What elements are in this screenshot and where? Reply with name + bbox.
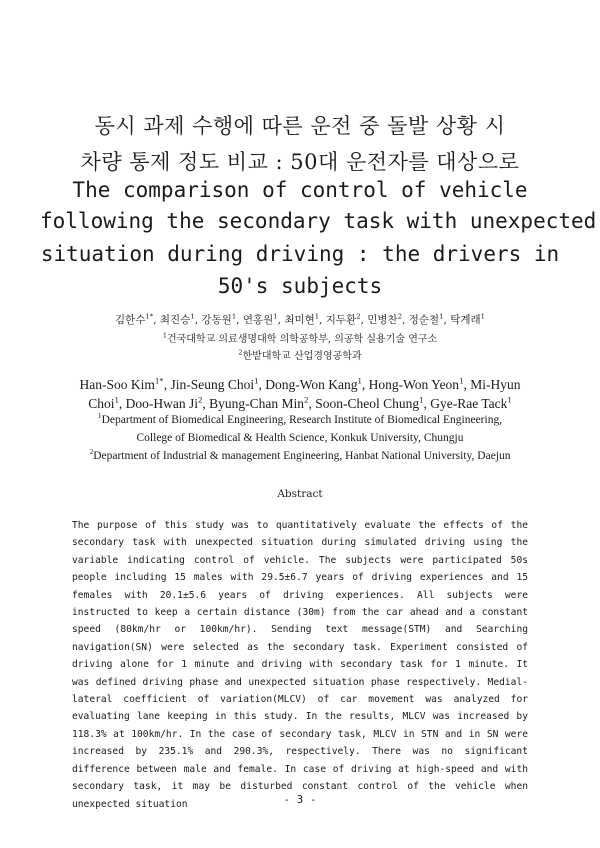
author-affiliation-mark: 1: [357, 375, 362, 386]
author-affiliation-mark: 2: [304, 394, 309, 405]
title-english-line-1: The comparison of control of vehicle: [72, 178, 528, 202]
author-name: 최미현: [284, 314, 315, 326]
affiliation-korean-2: $^2$한밭대학교 산업경영공학과: [238, 348, 362, 362]
author: [470, 377, 520, 392]
author-affiliation-mark: 1: [231, 312, 237, 321]
author-name: 강동원: [201, 314, 232, 326]
author: [369, 377, 464, 392]
author-affiliation-mark: 2: [397, 312, 403, 321]
author-name: Doo-Hwan Ji: [125, 396, 199, 411]
authors-english-line-1: Han-Soo Kim$^{1*}$, Jin-Seung Choi$^1$, Dong-Won Kang$^1$, Hong-Won Yeon$^1$, Mi-Hyun: [79, 375, 521, 392]
authors-korean: 김한수$^{1*}$, 최진승$^1$, 강동원$^1$, 연홍원$^1$, 최미현$^1$, 지두환$^2$, 민병찬$^2$, 정순철$^1$, 탁계래$^1$: [115, 312, 485, 326]
author-name: Soon-Cheol Chung: [315, 396, 420, 411]
author-name: 정순철: [408, 314, 440, 326]
author: [367, 314, 402, 326]
title-english-line-2: following the secondary task with unexpected: [40, 209, 597, 233]
author: [409, 314, 444, 326]
author: [265, 377, 362, 392]
author: [80, 377, 164, 392]
author-name: 민병찬: [367, 314, 398, 326]
author-affiliation-mark: 1*: [154, 375, 164, 386]
author-affiliation-mark: 1: [273, 312, 278, 321]
author-affiliation-mark: 1*: [145, 312, 154, 321]
author-affiliation-mark: 1: [419, 394, 424, 405]
author: [430, 396, 512, 411]
title-english-line-4: 50's subjects: [217, 274, 383, 298]
title-korean-line-2: 차량 통제 정도 비교 : 50대 운전자를 대상으로: [80, 150, 520, 174]
author: [88, 396, 119, 411]
author: [170, 377, 258, 392]
authors-english-line-2: Choi$^1$, Doo-Hwan Ji$^2$, Byung-Chan Min$^2$, Soon-Cheol Chung$^1$, Gye-Rae Tack$^1$: [88, 394, 512, 411]
author: [284, 314, 319, 326]
author-name: Hong-Won Yeon: [368, 377, 460, 392]
abstract-heading: Abstract: [277, 488, 323, 500]
affiliation-english-1-cont: College of Biomedical & Health Science, Konkuk University, Chungju: [136, 432, 464, 444]
title-korean-line-1: 동시 과제 수행에 따른 운전 중 돌발 상황 시: [94, 114, 506, 138]
author: [201, 314, 236, 326]
title-english-line-3: situation during driving : the drivers in: [40, 242, 560, 266]
author-name: 연홍원: [242, 314, 274, 326]
author-affiliation-mark: 1: [459, 375, 464, 386]
page-number: - 3 -: [283, 793, 317, 806]
author-affiliation-mark: 1: [314, 312, 320, 321]
author: [243, 314, 278, 326]
affiliation-english-1: $^1$Department of Biomedical Engineering, Research Institute of Biomedical Engineering,: [97, 411, 503, 426]
author-name: 탁계래: [450, 314, 481, 326]
author: [315, 396, 423, 411]
author-affiliation-mark: 1: [190, 312, 195, 321]
author-name: Dong-Won Kang: [265, 377, 358, 392]
author: [115, 314, 153, 326]
author: [160, 314, 195, 326]
affiliation-english-2: $^2$Department of Industrial & management Engineering, Hanbat National University, Daejun: [89, 447, 511, 462]
author: [326, 314, 361, 326]
author-affiliation-mark: 1: [507, 394, 512, 405]
author-affiliation-mark: 2: [198, 394, 203, 405]
author: [450, 314, 485, 326]
abstract-body: The purpose of this study was to quantitatively evaluate the effects of the secondary task with unexpected situation during simulated driving using the variable indicating control of vehicle. The subjects were participated 50s people including 15 males with 29.5±6.7 years of driving experiences and 15 females with 20.1±5.6 years of driving experiences. All subjects were instructed to keep a certain distance (30m) from the car ahead and a constant speed (80km/hr or 100km/hr). Sending text message(STM) and Searching navigation(SN) were selected as the secondary task. Experiment consisted of driving alone for 1 minute and driving with secondary task for 1 minute. It was defined driving phase and unexpected situation phase respectively. Medial-lateral coefficient of variation(MLCV) of car movement was analyzed for evaluating lane keeping in this study. In the results, MLCV was increased by 118.3% at 100km/hr. In the case of secondary task, MLCV in STN and in SN were increased by 235.1% and 290.3%, respectively. There was no significant difference between male and female. In case of driving at high-speed and with secondary task, it may be disturbed constant control of the vehicle when unexpected situation: [72, 520, 528, 810]
author-name: Gye-Rae Tack: [430, 396, 508, 411]
author-name: Mi-Hyun: [470, 377, 521, 392]
author: [209, 396, 308, 411]
author-name: 최진승: [159, 314, 191, 326]
author-name: Jin-Seung Choi: [170, 377, 255, 392]
author-name: Choi: [88, 396, 115, 411]
author: [126, 396, 203, 411]
author-affiliation-mark: 1: [439, 312, 444, 321]
author-name: Han-Soo Kim: [79, 377, 155, 392]
author-affiliation-mark: 2: [356, 312, 361, 321]
author-affiliation-mark: 1: [480, 312, 485, 321]
author-affiliation-mark: 1: [254, 375, 259, 386]
author-affiliation-mark: 1: [114, 394, 119, 405]
author-name: Byung-Chan Min: [209, 396, 305, 411]
author-name: 김한수: [115, 314, 146, 326]
author-name: 지두환: [325, 314, 357, 326]
affiliation-korean-1: $^1$건국대학교 의료생명대학 의학공학부, 의공학 실용기술 연구소: [162, 331, 438, 345]
